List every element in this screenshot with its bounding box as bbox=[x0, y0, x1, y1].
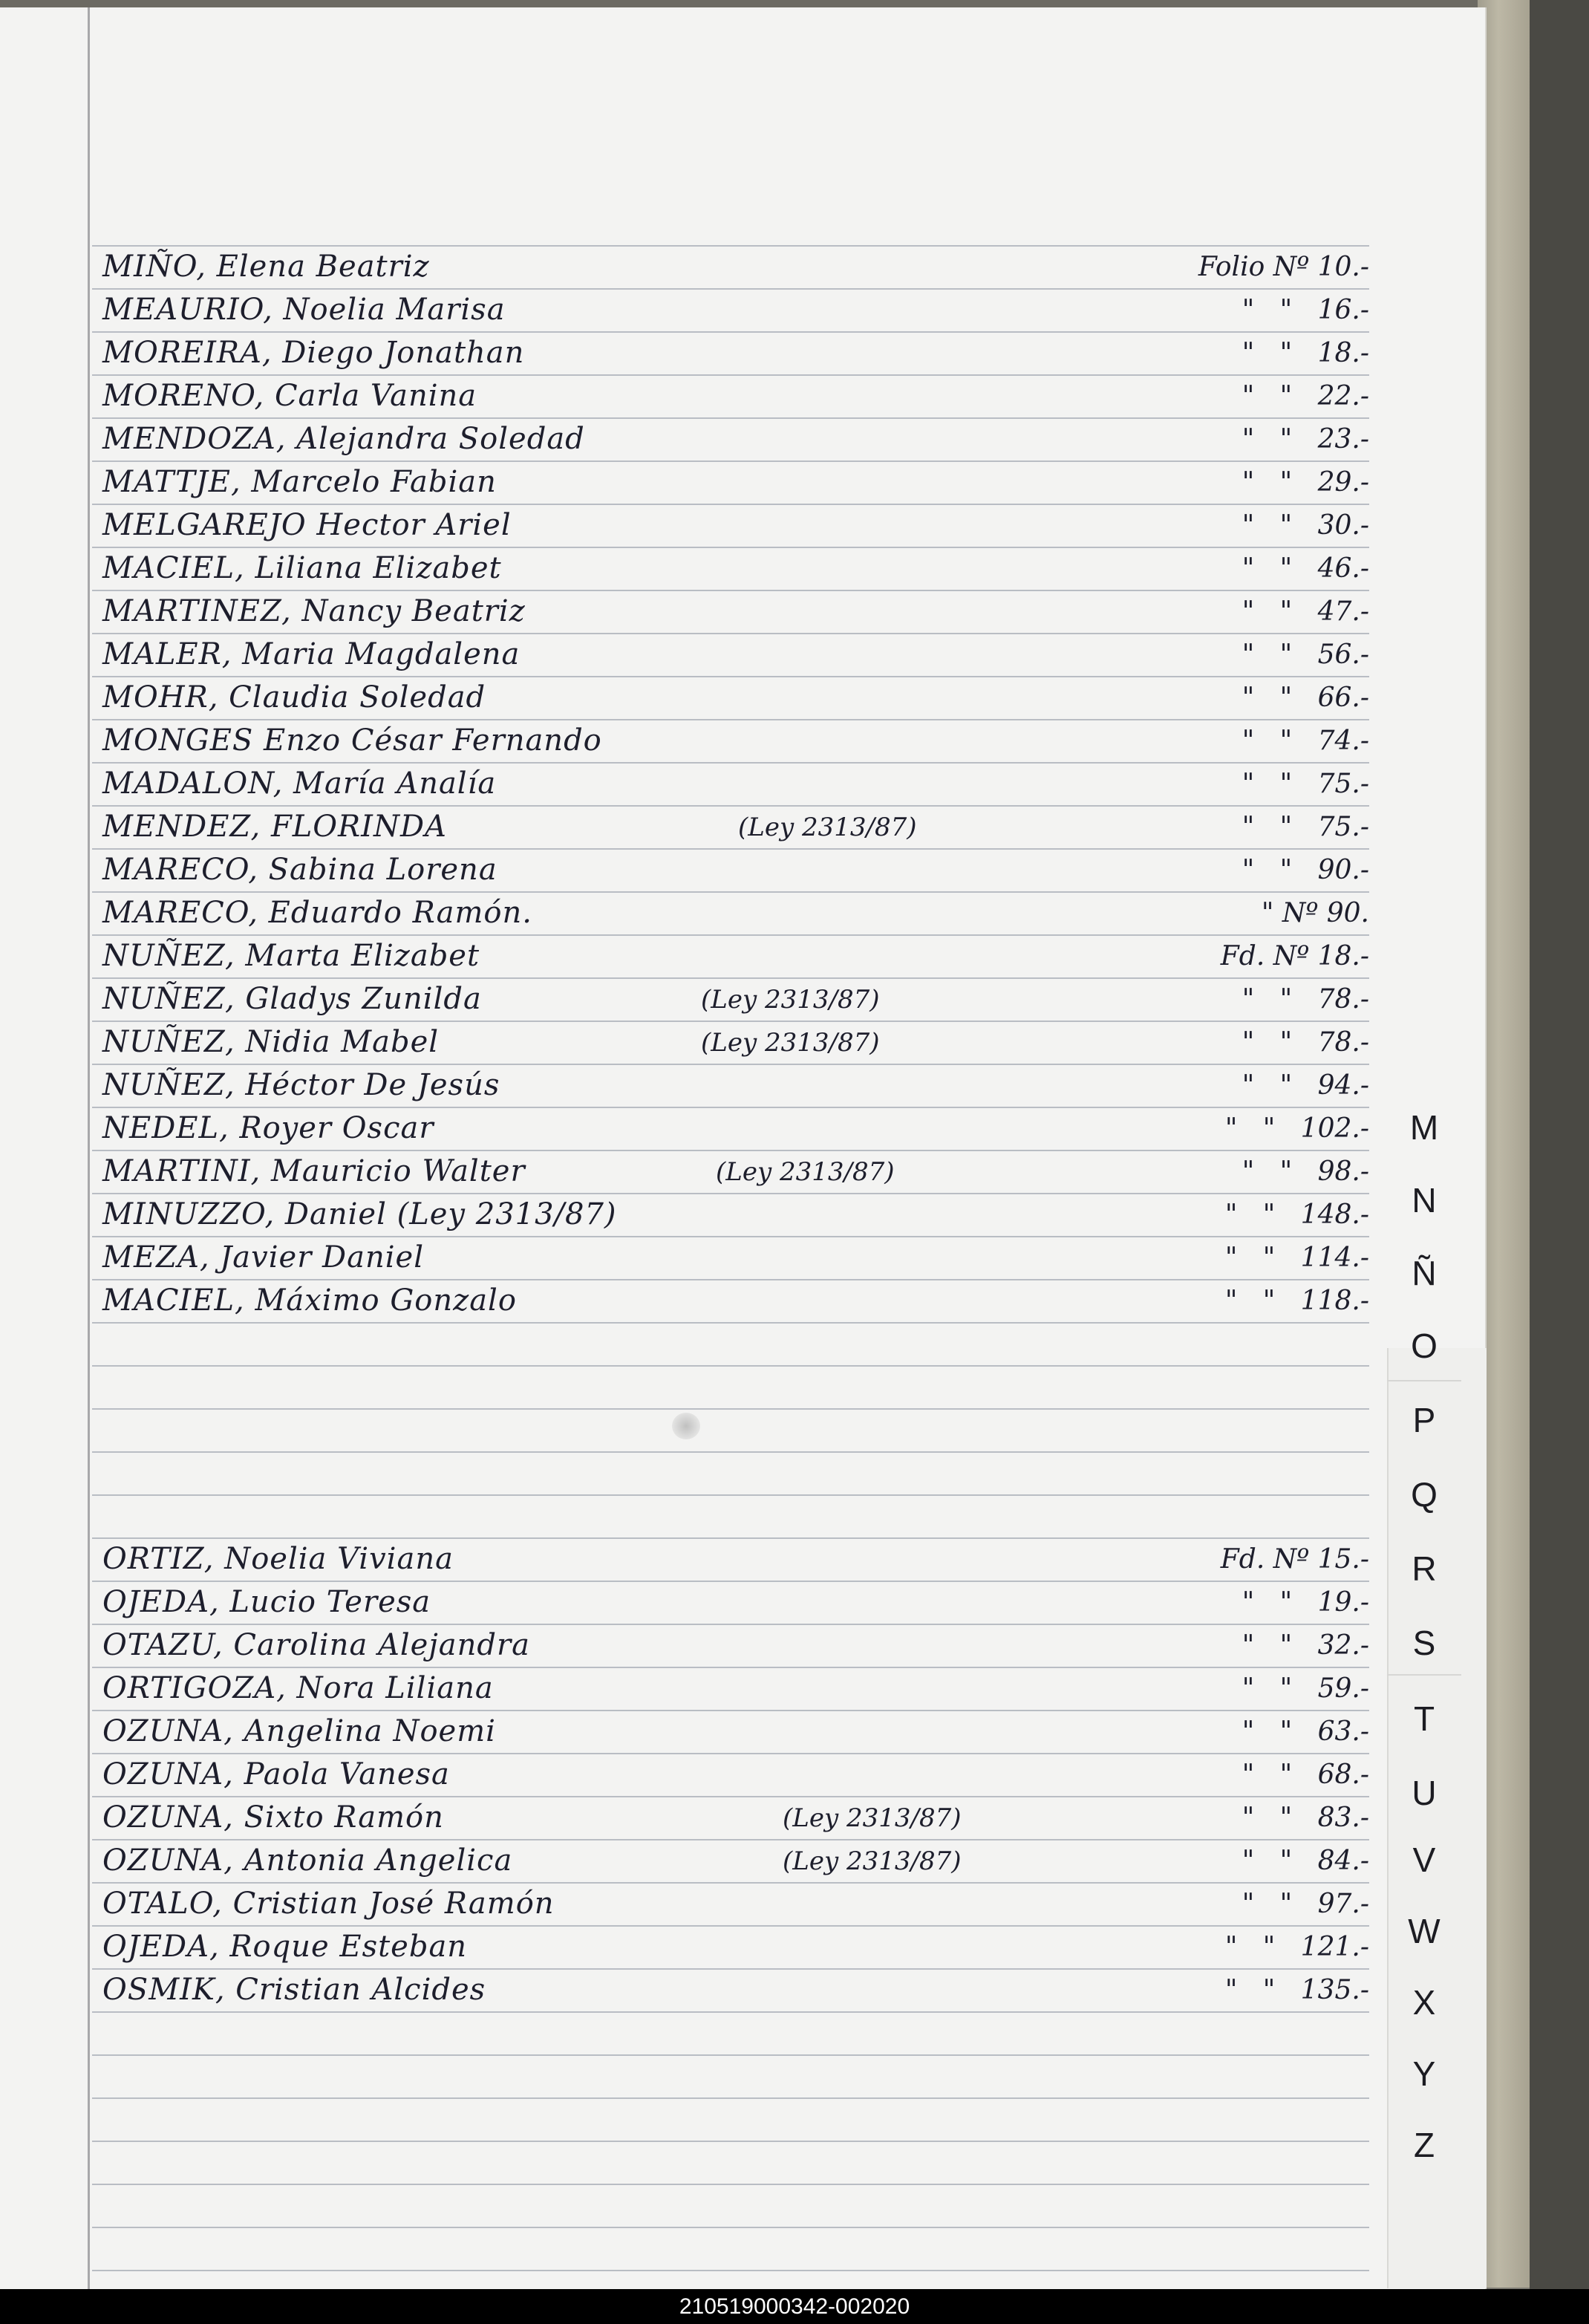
entry-row bbox=[92, 847, 1369, 888]
entry-row bbox=[92, 1838, 1369, 1879]
entry-row bbox=[92, 1665, 1369, 1707]
index-tab-m[interactable]: M bbox=[1409, 1108, 1439, 1147]
entry-law-note: (Ley 2313/87) bbox=[701, 985, 880, 1015]
image-caption: 210519000342-002020 bbox=[679, 2294, 910, 2319]
entry-folio: Fd. Nº 18.- bbox=[1220, 941, 1369, 971]
entry-name: OTAZU, Carolina Alejandra bbox=[102, 1628, 530, 1662]
entry-name: MINUZZO, Daniel (Ley 2313/87) bbox=[102, 1197, 617, 1231]
entry-name: ORTIZ, Noelia Viviana bbox=[102, 1542, 454, 1576]
entry-name: MONGES Enzo César Fernando bbox=[102, 723, 602, 758]
entry-folio: " " 19.- bbox=[1241, 1587, 1369, 1618]
entry-folio: " " 68.- bbox=[1241, 1760, 1369, 1790]
index-tab-v[interactable]: V bbox=[1412, 1840, 1436, 1879]
entry-folio: " " 75.- bbox=[1241, 812, 1369, 842]
entry-name: NEDEL, Royer Oscar bbox=[102, 1111, 434, 1145]
index-tab-x[interactable]: X bbox=[1412, 1983, 1436, 2022]
entry-folio: Folio Nº 10.- bbox=[1198, 252, 1369, 282]
entry-row bbox=[92, 1967, 1369, 2008]
margin-line bbox=[88, 7, 90, 2289]
entry-name: OSMIK, Cristian Alcides bbox=[102, 1973, 486, 2007]
ruled-line bbox=[92, 2141, 1369, 2142]
entry-folio: " " 84.- bbox=[1241, 1846, 1369, 1876]
entry-folio: " " 63.- bbox=[1241, 1716, 1369, 1747]
ruled-line bbox=[92, 1408, 1369, 1410]
index-tab-y[interactable]: Y bbox=[1412, 2054, 1436, 2093]
entry-row bbox=[92, 416, 1369, 458]
entry-name: MENDOZA, Alejandra Soledad bbox=[102, 422, 585, 456]
entry-law-note: (Ley 2313/87) bbox=[783, 1803, 962, 1833]
index-tab-z[interactable]: Z bbox=[1413, 2126, 1435, 2164]
entry-row bbox=[92, 717, 1369, 759]
entry-folio: " " 121.- bbox=[1224, 1932, 1369, 1962]
ruled-line bbox=[92, 2054, 1369, 2056]
entry-folio: " " 29.- bbox=[1241, 467, 1369, 498]
entry-law-note: (Ley 2313/87) bbox=[701, 1028, 880, 1058]
entry-law-note: (Ley 2313/87) bbox=[738, 813, 917, 842]
entry-folio: " " 94.- bbox=[1241, 1070, 1369, 1101]
entry-name: OZUNA, Paola Vanesa bbox=[102, 1757, 450, 1791]
entry-name: MOREIRA, Diego Jonathan bbox=[102, 336, 525, 370]
entry-folio: " " 66.- bbox=[1241, 683, 1369, 713]
entry-row bbox=[92, 1277, 1369, 1319]
entry-row bbox=[92, 1105, 1369, 1147]
entry-law-note: (Ley 2313/87) bbox=[716, 1157, 895, 1187]
index-tab-q[interactable]: Q bbox=[1411, 1475, 1438, 1514]
entry-row bbox=[92, 761, 1369, 802]
entry-name: ORTIGOZA, Nora Liliana bbox=[102, 1671, 494, 1705]
entry-name: OJEDA, Roque Esteban bbox=[102, 1930, 468, 1964]
entry-name: OZUNA, Antonia Angelica bbox=[102, 1843, 513, 1878]
entry-row bbox=[92, 330, 1369, 371]
ruled-line bbox=[92, 2227, 1369, 2228]
entry-name: OJEDA, Lucio Teresa bbox=[102, 1585, 431, 1619]
entry-folio: " " 22.- bbox=[1241, 381, 1369, 411]
entry-row bbox=[92, 1148, 1369, 1190]
entry-folio: " " 83.- bbox=[1241, 1803, 1369, 1833]
entry-name: MIÑO, Elena Beatriz bbox=[102, 250, 430, 284]
ruled-line bbox=[92, 1451, 1369, 1453]
tab-divider bbox=[1387, 1380, 1461, 1381]
ruled-line bbox=[92, 2097, 1369, 2099]
entry-name: MEAURIO, Noelia Marisa bbox=[102, 293, 506, 327]
ruled-line bbox=[92, 1322, 1369, 1324]
entry-name: MEZA, Javier Daniel bbox=[102, 1240, 424, 1275]
entry-row bbox=[92, 588, 1369, 630]
entry-row bbox=[92, 1708, 1369, 1750]
entry-row bbox=[92, 502, 1369, 544]
entry-row bbox=[92, 459, 1369, 501]
entry-folio: " " 46.- bbox=[1241, 553, 1369, 584]
entry-folio: " Nº 90. bbox=[1261, 898, 1369, 928]
entry-name: MELGAREJO Hector Ariel bbox=[102, 508, 512, 542]
index-tab-p[interactable]: P bbox=[1412, 1401, 1436, 1439]
entry-folio: " " 114.- bbox=[1224, 1243, 1369, 1273]
entry-name: NUÑEZ, Gladys Zunilda bbox=[102, 982, 482, 1016]
index-tab-s[interactable]: S bbox=[1412, 1624, 1436, 1662]
entry-row bbox=[92, 1019, 1369, 1061]
entry-folio: " " 90.- bbox=[1241, 855, 1369, 885]
entry-name: MORENO, Carla Vanina bbox=[102, 379, 477, 413]
entry-folio: " " 98.- bbox=[1241, 1156, 1369, 1187]
entry-row bbox=[92, 890, 1369, 931]
ruled-line bbox=[92, 2011, 1369, 2013]
ruled-line bbox=[92, 2270, 1369, 2271]
entry-row bbox=[92, 1881, 1369, 1922]
entry-folio: " " 97.- bbox=[1241, 1889, 1369, 1919]
entry-row bbox=[92, 1622, 1369, 1664]
entry-row bbox=[92, 1234, 1369, 1276]
index-tab-enye[interactable]: Ñ bbox=[1412, 1254, 1437, 1292]
entry-name: MARTINEZ, Nancy Beatriz bbox=[102, 594, 526, 628]
ruled-line bbox=[92, 1494, 1369, 1496]
entry-folio: " " 47.- bbox=[1241, 596, 1369, 627]
entry-row bbox=[92, 933, 1369, 974]
entry-row bbox=[92, 674, 1369, 716]
entry-name: MALER, Maria Magdalena bbox=[102, 637, 521, 671]
entry-law-note: (Ley 2313/87) bbox=[783, 1846, 962, 1876]
caption-bar bbox=[0, 2289, 1589, 2324]
entry-name: MADALON, María Analía bbox=[102, 766, 497, 801]
entry-row bbox=[92, 287, 1369, 328]
entry-folio: " " 102.- bbox=[1224, 1113, 1369, 1144]
entry-folio: " " 18.- bbox=[1241, 338, 1369, 368]
entry-folio: " " 16.- bbox=[1241, 295, 1369, 325]
entry-name: MENDEZ, FLORINDA bbox=[102, 810, 447, 844]
index-tab-w[interactable]: W bbox=[1408, 1912, 1440, 1950]
entry-row bbox=[92, 545, 1369, 587]
tab-divider bbox=[1387, 1674, 1461, 1676]
entry-row bbox=[92, 1579, 1369, 1621]
entry-folio: " " 75.- bbox=[1241, 769, 1369, 799]
entry-row bbox=[92, 244, 1369, 285]
index-tab-o[interactable]: O bbox=[1411, 1327, 1438, 1365]
entry-folio: " " 118.- bbox=[1224, 1286, 1369, 1316]
entry-name: MOHR, Claudia Soledad bbox=[102, 680, 486, 715]
entry-row bbox=[92, 1794, 1369, 1836]
entry-row bbox=[92, 1191, 1369, 1233]
entry-name: MARTINI, Mauricio Walter bbox=[102, 1154, 526, 1188]
entry-row bbox=[92, 804, 1369, 845]
entry-folio: " " 23.- bbox=[1241, 424, 1369, 455]
entry-name: NUÑEZ, Marta Elizabet bbox=[102, 939, 480, 973]
entry-name: NUÑEZ, Nidia Mabel bbox=[102, 1025, 440, 1059]
entry-name: NUÑEZ, Héctor De Jesús bbox=[102, 1068, 500, 1102]
entry-name: MACIEL, Liliana Elizabet bbox=[102, 551, 502, 585]
entry-folio: " " 78.- bbox=[1241, 984, 1369, 1015]
entry-name: MATTJE, Marcelo Fabian bbox=[102, 465, 497, 499]
ruled-line bbox=[92, 1365, 1369, 1367]
entry-row bbox=[92, 1924, 1369, 1965]
entry-folio: " " 74.- bbox=[1241, 726, 1369, 756]
scan-background bbox=[1530, 0, 1589, 2324]
entry-row bbox=[92, 631, 1369, 673]
entry-name: MARECO, Eduardo Ramón. bbox=[102, 896, 532, 930]
entry-folio: " " 56.- bbox=[1241, 639, 1369, 670]
entry-name: MACIEL, Máximo Gonzalo bbox=[102, 1283, 517, 1318]
entry-folio: " " 32.- bbox=[1241, 1630, 1369, 1661]
entry-folio: Fd. Nº 15.- bbox=[1220, 1544, 1369, 1575]
entry-row bbox=[92, 1536, 1369, 1578]
index-tab-t[interactable]: T bbox=[1413, 1699, 1435, 1738]
entry-folio: " " 59.- bbox=[1241, 1673, 1369, 1704]
ruled-line bbox=[92, 2184, 1369, 2185]
entry-name: OZUNA, Angelina Noemi bbox=[102, 1714, 496, 1748]
entry-name: OTALO, Cristian José Ramón bbox=[102, 1887, 555, 1921]
entry-folio: " " 148.- bbox=[1224, 1200, 1369, 1230]
entry-row bbox=[92, 1751, 1369, 1793]
entry-folio: " " 135.- bbox=[1224, 1975, 1369, 2005]
entry-row bbox=[92, 1062, 1369, 1104]
entry-row bbox=[92, 373, 1369, 414]
index-tab-u[interactable]: U bbox=[1412, 1774, 1437, 1812]
entry-name: OZUNA, Sixto Ramón bbox=[102, 1800, 444, 1835]
entry-folio: " " 78.- bbox=[1241, 1027, 1369, 1058]
index-tab-r[interactable]: R bbox=[1412, 1549, 1437, 1588]
entry-name: MARECO, Sabina Lorena bbox=[102, 853, 497, 887]
paper-stain bbox=[672, 1413, 700, 1439]
entry-row bbox=[92, 976, 1369, 1018]
entry-folio: " " 30.- bbox=[1241, 510, 1369, 541]
index-tab-n[interactable]: N bbox=[1412, 1181, 1437, 1220]
